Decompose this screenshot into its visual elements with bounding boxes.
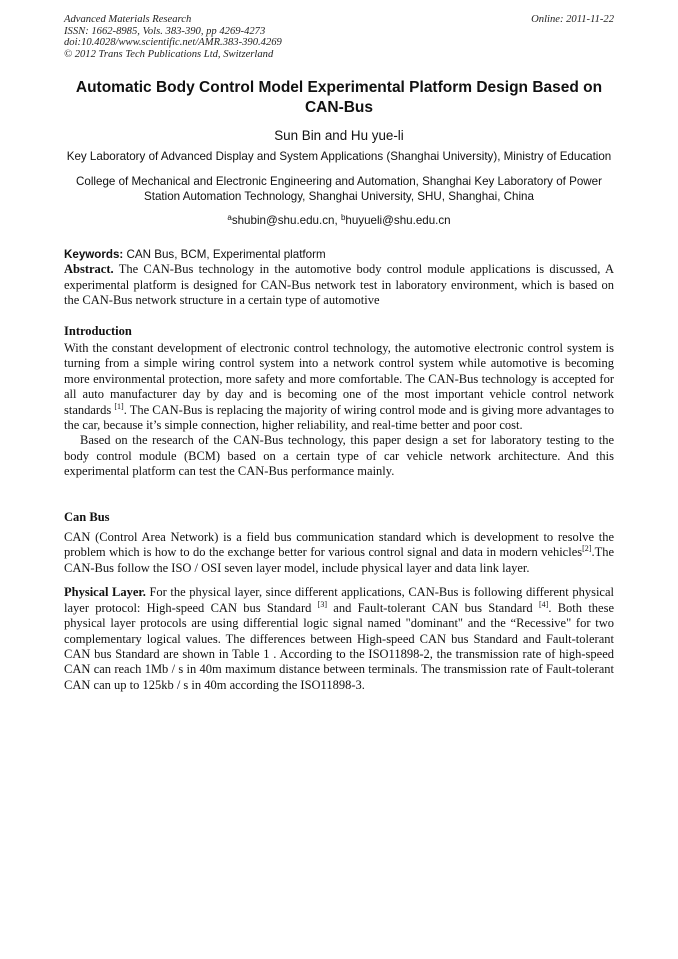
journal-name: Advanced Materials Research — [64, 14, 192, 25]
email-mark-a: a — [227, 213, 232, 223]
physical-text-b: and Fault-tolerant CAN bus Standard — [326, 600, 533, 615]
citation-ref: [1] — [114, 401, 124, 411]
citation-ref: [3] — [317, 599, 327, 609]
abstract-label: Abstract. — [64, 262, 114, 277]
physical-layer-label: Physical Layer. — [64, 585, 146, 600]
email-a: shubin@shu.edu.cn, — [231, 214, 338, 228]
canbus-p1-text-b: .The CAN-Bus follow the ISO / OSI seven layer model, include physical layer and data link layer. — [64, 545, 614, 575]
introduction-paragraph-2: Based on the research of the CAN-Bus technology, this paper design a set for laboratory testing to the body control module (BCM) based on a certain type of car vehicle network architecture. And this experimental platform can test the CAN-Bus performance mainly. — [64, 433, 614, 479]
email-mark-b: b — [340, 213, 346, 223]
journal-issn: ISSN: 1662-8985, Vols. 383-390, pp 4269-4273 — [64, 25, 266, 37]
citation-ref: [2] — [582, 544, 592, 554]
paper-page — [64, 14, 614, 693]
canbus-paragraph-1 — [64, 530, 614, 576]
section-heading-introduction: Introduction — [64, 323, 132, 338]
keywords-text: CAN Bus, BCM, Experimental platform — [126, 248, 326, 262]
abstract-text: The CAN-Bus technology in the automotive body control module applications is discussed, A experimental platform is designed for CAN-Bus network test in laboratory environment, which is based on the CAN-Bus network structure in a certain type of automotive — [64, 262, 615, 308]
author-emails — [64, 213, 614, 228]
physical-layer-paragraph — [64, 585, 614, 693]
physical-text-a: For the physical layer, since different applications, CAN-Bus is following different physical layer protocol: High-speed CAN bus Standard — [64, 585, 614, 615]
abstract — [64, 262, 614, 308]
journal-doi: doi:10.4028/www.scientific.net/AMR.383-390.4269 — [64, 37, 282, 49]
journal-header — [64, 14, 614, 60]
affiliation-1: Key Laboratory of Advanced Display and System Applications (Shanghai University), Ministry of Education — [66, 150, 612, 164]
intro-p1-text-a: With the constant development of electronic control technology, the automotive electronic control system is turning from a simple wiring control system into a network control system while automotive is becoming more environmental protection, more safety and more comfortable. The CAN-Bus technology is accepted for all auto manufacturer day by day and is becoming one of the most important vehicle control network standards — [64, 341, 614, 417]
email-b: huyueli@shu.edu.cn — [345, 214, 451, 228]
citation-ref: [4] — [538, 599, 549, 609]
paper-authors: Sun Bin and Hu yue-li — [274, 128, 404, 144]
section-heading-can-bus: Can Bus — [64, 509, 110, 524]
canbus-p1-text-a: CAN (Control Area Network) is a field bus communication standard which is development to resolve the problem which is how to do the exchange better for various control signal and data in modern vehicles — [64, 530, 614, 560]
journal-copyright: © 2012 Trans Tech Publications Ltd, Switzerland — [64, 48, 274, 60]
affiliation-2: College of Mechanical and Electronic Engineering and Automation, Shanghai Key Laboratory of Power Station Automation Technology, Shanghai University, SHU, Shanghai, China — [76, 175, 602, 204]
introduction-paragraph-1 — [64, 341, 614, 433]
intro-p1-text-b: . The CAN-Bus is replacing the majority of wiring control mode and is giving more advantages to the car, because it’s simple connection, higher reliability, and real-time better and poor cost. — [64, 402, 615, 433]
keywords-label: Keywords: — [64, 248, 124, 262]
keywords — [64, 247, 614, 262]
physical-text-c: . Both these physical layer protocols are using differential logic signal named "dominant" and the “Recessive" for two complementary logical values. The differences between High-speed CAN bus Standard and Fault-tolerant CAN bus Standard are shown in Table 1 . According to the ISO11898-2, the transmission rate of high-speed CAN can reach 1Mb / s in 40m maximum distance between terminals. The transmission rate of Fault-tolerant CAN can up to 125kb / s in 40m according the ISO11898-3. — [64, 600, 615, 692]
paper-title: Automatic Body Control Model Experimental Platform Design Based on CAN-Bus — [75, 79, 603, 117]
online-date: Online: 2011-11-22 — [531, 14, 614, 25]
